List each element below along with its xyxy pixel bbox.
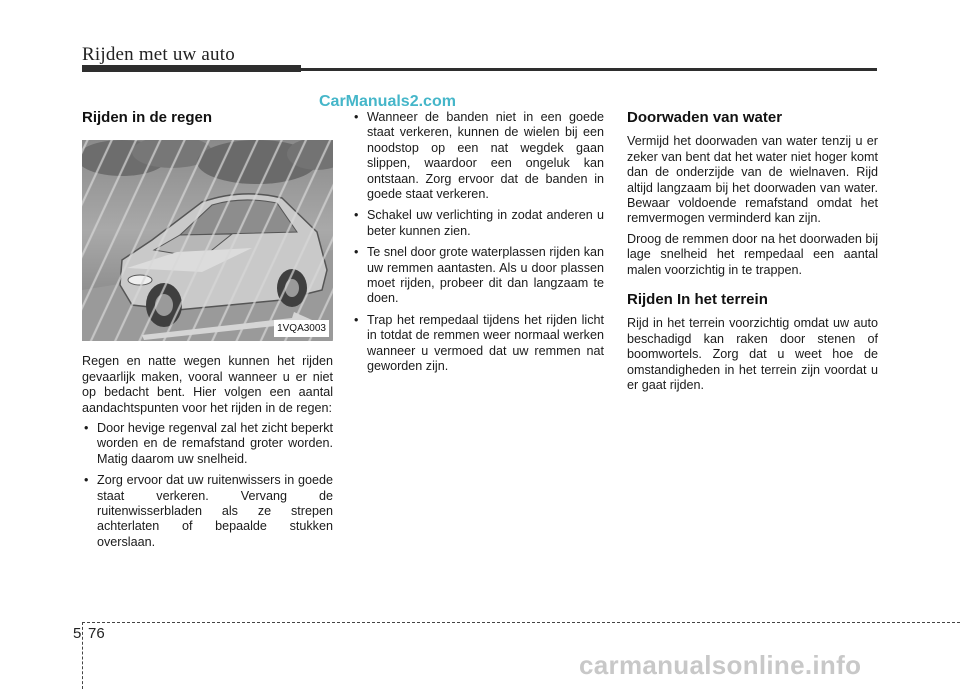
offroad-paragraph: Rijd in het terrein voorzichtig omdat uw auto beschadigd kan raken door stenen of boomwortels. Zorg dat u weet hoe de omstandigheden in het terrein zijn voordat u er gaat rijden. xyxy=(627,316,878,393)
footer-divider xyxy=(82,622,960,623)
column-3 xyxy=(627,110,878,399)
rain-intro-paragraph: Regen en natte wegen kunnen het rijden gevaarlijk maken, vooral wanneer u er niet op bedacht bent. Hier volgen een aantal aandachtspunten voor het rijden in de regen: xyxy=(82,354,333,415)
rain-bullet-list xyxy=(82,421,333,550)
heading-rain: Rijden in de regen xyxy=(82,109,213,126)
list-item: • Wanneer de banden niet in een goede staat verkeren, kunnen de wielen bij een noodstop op een nat wegdek gaan slippen, waardoor een ongeluk kan ontstaan. Zorg ervoor dat de banden in goede staat verkeren. xyxy=(352,110,604,202)
list-item: • Door hevige regenval zal het zicht beperkt worden en de remafstand groter worden. Matig daarom uw snelheid. xyxy=(82,421,333,467)
rain-car-drawing xyxy=(82,140,333,341)
watermark-bottom: carmanualsonline.info xyxy=(579,650,862,680)
figure-code-label: 1VQA3003 xyxy=(274,320,329,337)
list-item: • Zorg ervoor dat uw ruitenwissers in goede staat verkeren. Vervang de ruitenwisserbladen als ze strepen achterlaten of bepaalde stukken overslaan. xyxy=(82,473,333,550)
list-item: • Te snel door grote waterplassen rijden kan uw remmen aantasten. Als u door plassen moet rijden, probeer dit dan langzaam te doen. xyxy=(352,245,604,307)
heading-wading: Doorwaden van water xyxy=(627,109,783,126)
footer-vertical-divider xyxy=(82,622,83,689)
column-2 xyxy=(352,110,604,381)
watermark-top: CarManuals2.com xyxy=(319,93,456,110)
rain-bullet-list-continued xyxy=(352,110,604,375)
page-number: 76 xyxy=(88,625,105,642)
wading-paragraph-2: Droog de remmen door na het doorwaden bij lage snelheid het rempedaal een aantal malen voorzichtig in te trappen. xyxy=(627,231,878,277)
section-number: 5 xyxy=(73,625,82,642)
wading-paragraph-1: Vermijd het doorwaden van water tenzij u er zeker van bent dat het water niet hoger komt dan de onderzijde van de wielnaven. Rijd altijd langzaam bij het doorwaden van water. Bewaar voldoende remafstand omdat het remvermogen verminderd kan zijn. xyxy=(627,134,878,226)
list-item: • Schakel uw verlichting in zodat anderen u beter kunnen zien. xyxy=(352,208,604,239)
header-bar-thin xyxy=(301,68,877,71)
heading-offroad: Rijden In het terrein xyxy=(627,291,768,309)
list-item: • Trap het rempedaal tijdens het rijden licht in totdat de remmen weer normaal werken wanneer u vermoed dat uw remmen nat geworden zijn. xyxy=(352,313,604,375)
rain-car-illustration xyxy=(82,140,333,341)
column-1 xyxy=(82,110,333,556)
page-header-title: Rijden met uw auto xyxy=(82,44,235,65)
header-bar-thick xyxy=(82,65,301,72)
